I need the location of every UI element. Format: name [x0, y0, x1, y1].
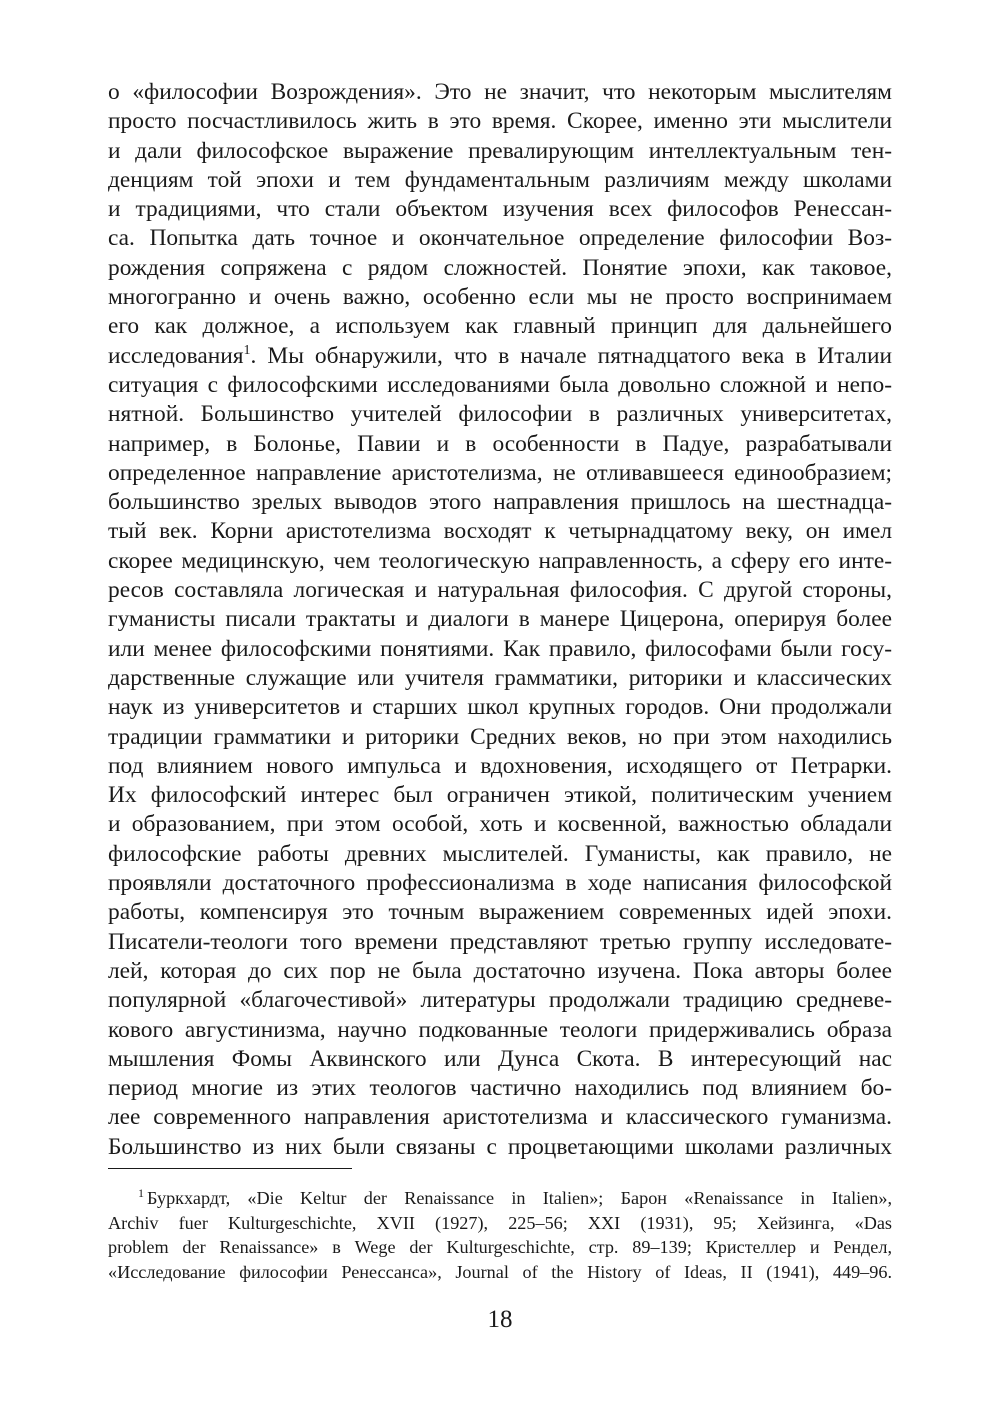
text-line: тый век. Корни аристотелизма восходят к четырнадцатому веку, он имел	[108, 518, 892, 545]
text-line: Большинство из них были связаны с процветающими школами различных	[108, 1133, 892, 1160]
text-line: например, в Болонье, Павии и в особенности в Падуе, разрабатывали	[108, 430, 892, 457]
text-line: наук из университетов и старших школ крупных городов. Они продолжали	[108, 694, 892, 721]
main-text	[108, 78, 892, 1162]
text-line: Их философский интерес был ограничен этикой, политическим учением	[108, 782, 892, 809]
page-body	[108, 78, 892, 1162]
text-line: рождения сопряжена с рядом сложностей. Понятие эпохи, как таковое,	[108, 254, 892, 281]
text-line: период многие из этих теологов частично находились под влиянием бо-	[108, 1075, 892, 1102]
text-line: дарственные служащие или учителя грамматики, риторики и классических	[108, 664, 892, 691]
text-line: просто посчастливилось жить в это время. Скорее, именно эти мыслители	[108, 108, 892, 135]
text-line: философские работы древних мыслителей. Гуманисты, как правило, не	[108, 840, 892, 867]
text-line: са. Попытка дать точное и окончательное определение философии Воз-	[108, 225, 892, 252]
text-line: его как должное, а используем как главный принцип для дальнейшего	[108, 313, 892, 340]
text-line: и образованием, при этом особой, хоть и косвенной, важностью обладали	[108, 811, 892, 838]
page-number: 18	[487, 1306, 513, 1333]
text-line-with-footnote-ref	[108, 342, 892, 371]
text-line: и дали философское выражение превалирующим интеллектуальным тен-	[108, 137, 892, 164]
text-line: о «философии Возрождения». Это не значит, что некоторым мыслителям	[108, 79, 892, 105]
text-line: скорее медицинскую, чем теологическую направленность, а сферу его инте-	[108, 547, 892, 574]
footnote-divider	[108, 1168, 352, 1169]
text-line: и традициями, что стали объектом изучения всех философов Ренессан-	[108, 196, 892, 223]
text-line: проявляли достаточного профессионализма в ходе написания философской	[108, 870, 892, 897]
footnote-line: «Исследование философии Ренессанса», Journal of the History of Ideas, II (1941), 449–96.	[108, 1261, 892, 1282]
text-line: традиции грамматики и риторики Средних веков, но при этом находились	[108, 723, 892, 750]
footnote-line: problem der Renaissance» в Wege der Kulturgeschichte, стр. 89–139; Кристеллер и Рендел,	[108, 1237, 892, 1258]
footnote-reference[interactable]: 1	[243, 342, 251, 358]
text-line: мышления Фомы Аквинского или Дунса Скота. В интересующий нас	[108, 1045, 892, 1072]
footnote-line: Archiv fuer Kulturgeschichte, XVII (1927), 225–56; XXI (1931), 95; Хейзинга, «Das	[108, 1212, 892, 1233]
text-fragment: исследования	[108, 342, 244, 369]
text-line: работы, компенсируя это точным выражением современных идей эпохи.	[108, 899, 892, 926]
text-line: популярной «благочестивой» литературы продолжали традицию средневе-	[108, 987, 892, 1014]
text-line: лей, которая до сих пор не была достаточно изучена. Пока авторы более	[108, 957, 892, 984]
text-line: или менее философскими понятиями. Как правило, философами были госу-	[108, 635, 892, 662]
text-line: под влиянием нового импульса и вдохновения, исходящего от Петрарки.	[108, 752, 892, 779]
text-line: лее современного направления аристотелизма и классического гуманизма.	[108, 1104, 892, 1131]
footnote-text: Буркхардт, «Die Keltur der Renaissance in Italien»; Барон «Renaissance in Italien»,	[147, 1188, 892, 1208]
text-line: кового августинизма, научно подкованные теологи придерживались образа	[108, 1016, 892, 1043]
text-line: гуманисты писали трактаты и диалоги в манере Цицерона, оперируя более	[108, 606, 892, 633]
footnote	[108, 1186, 892, 1284]
text-line: Писатели-теологи того времени представляют третью группу исследовате-	[108, 928, 892, 955]
text-line: определенное направление аристотелизма, не отливавшееся единообразием;	[108, 459, 892, 486]
text-line: многогранно и очень важно, особенно если мы не просто воспринимаем	[108, 284, 892, 311]
text-line: большинство зрелых выводов этого направления пришлось на шестнадца-	[108, 489, 892, 516]
text-line: ресов составляла логическая и натуральная философия. С другой стороны,	[108, 577, 892, 604]
text-line: ситуация с философскими исследованиями была довольно сложной и непо-	[108, 371, 892, 398]
text-fragment: . Мы обнаружили, что в начале пятнадцатого века в Италии	[250, 342, 892, 369]
footnote-line	[108, 1186, 892, 1211]
text-line: нятной. Большинство учителей философии в различных университетах,	[108, 401, 892, 428]
footnote-marker: 1	[138, 1186, 144, 1200]
text-line: денциям той эпохи и тем фундаментальным различиям между школами	[108, 166, 892, 193]
